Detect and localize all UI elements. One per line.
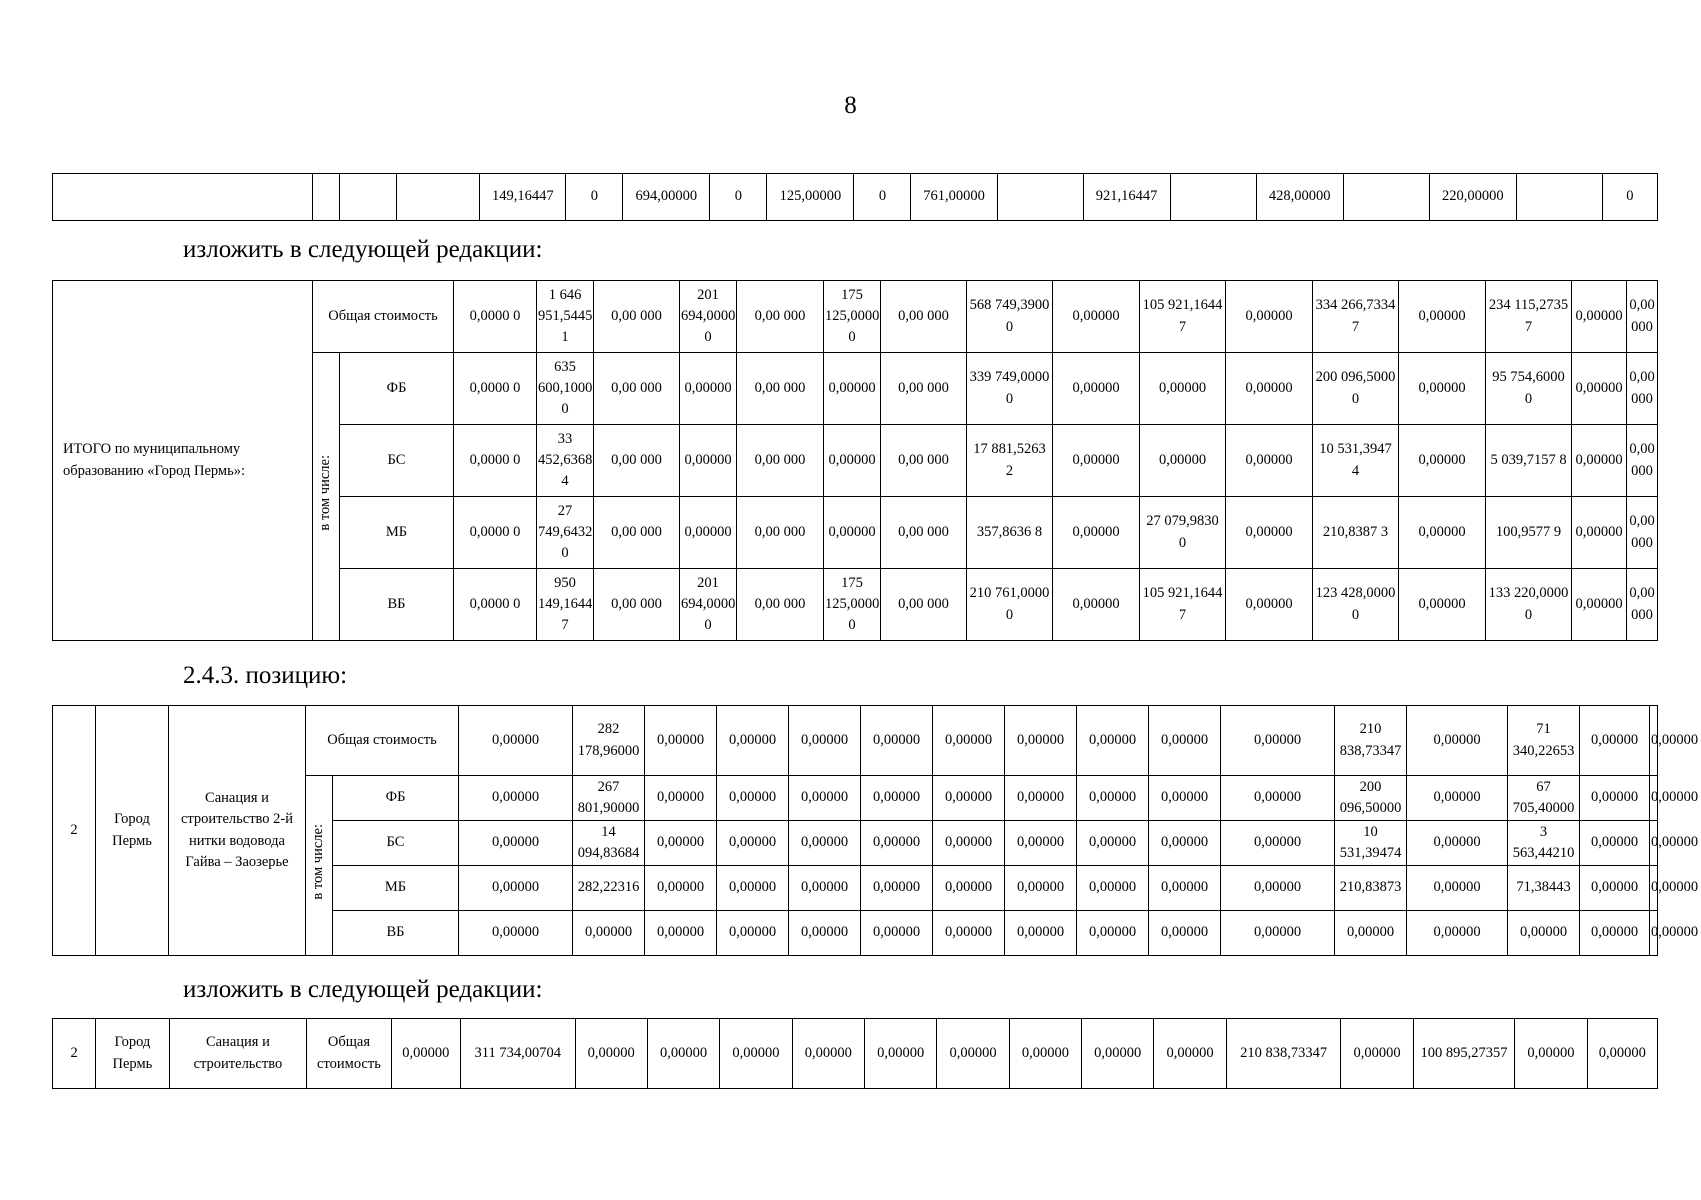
value-cell: 14 094,83684 [573,821,645,866]
value-cell: 0,00000 [933,706,1005,776]
value-cell: 0,00 000 [1627,281,1658,353]
value-cell [1343,174,1429,221]
value-cell: 0,00 000 [594,497,680,569]
value-cell: 0,00000 [1399,425,1486,497]
value-cell: 33 452,6368 4 [537,425,594,497]
value-cell: 0,00000 [1580,821,1650,866]
value-cell: 201 694,0000 0 [680,281,737,353]
budget-label: ФБ [333,776,459,821]
value-cell: 0,00000 [861,776,933,821]
value-cell: 210 761,0000 0 [967,569,1053,641]
value-cell: 0,00000 [1053,425,1140,497]
value-cell: 0,00 000 [594,425,680,497]
object-name: Санация и строительство 2-й нитки водовода Гайва – Заозерье [169,706,306,956]
value-cell: 0,00000 [575,1019,647,1089]
value-cell: 0,00000 [1149,866,1221,911]
value-cell: 0,00000 [1650,866,1658,911]
value-cell: 0,00000 [680,425,737,497]
value-cell: 0,00000 [1053,353,1140,425]
position-table [52,705,1699,956]
value-cell: 0,00000 [1407,706,1508,776]
value-cell: 0,00000 [824,425,881,497]
value-cell: 71,38443 [1508,866,1580,911]
value-cell: 0,00000 [1226,281,1313,353]
value-cell: 0,00000 [861,821,933,866]
budget-label: БС [340,425,454,497]
value-cell: 0,00000 [1005,706,1077,776]
value-cell [1516,174,1602,221]
value-cell: 0,00000 [1154,1019,1226,1089]
value-cell: 210,8387 3 [1313,497,1399,569]
value-cell: 0,00000 [933,776,1005,821]
value-cell: 27 749,6432 0 [537,497,594,569]
value-cell [53,174,313,221]
value-cell: 282 178,96000 [573,706,645,776]
continuation-table [52,173,1658,221]
value-cell: 0,00 000 [594,569,680,641]
value-cell: 175 125,0000 0 [824,569,881,641]
value-cell: 0,00 000 [594,281,680,353]
object-name: Санация и строительство [169,1019,307,1089]
value-cell: 0,00000 [1077,706,1149,776]
value-cell: 0,00000 [792,1019,864,1089]
value-cell [340,174,397,221]
position-number: 2 [53,1019,96,1089]
value-cell: 0,00000 [1077,776,1149,821]
value-cell: 0,00000 [391,1019,460,1089]
value-cell: 0,00000 [717,821,789,866]
value-cell: 71 340,22653 [1508,706,1580,776]
value-cell: 0,00000 [933,821,1005,866]
section-heading: 2.4.3. позицию: [183,662,348,689]
value-cell: 0,00000 [717,706,789,776]
value-cell: 0 [710,174,767,221]
value-cell: 125,00000 [767,174,854,221]
value-cell: 0,00000 [717,866,789,911]
value-cell: 0,00000 [789,776,861,821]
value-cell: 0,00 000 [737,281,824,353]
itogo-label: ИТОГО по муниципальному образованию «Город Пермь»: [53,281,313,641]
value-cell: 0 [1602,174,1657,221]
value-cell: 0,00000 [1407,866,1508,911]
value-cell [397,174,480,221]
value-cell: 0,00000 [1407,821,1508,866]
value-cell: 0,00000 [573,911,645,956]
value-cell: 0,00000 [1077,866,1149,911]
value-cell: 0,00000 [824,497,881,569]
value-cell: 67 705,40000 [1508,776,1580,821]
value-cell: 0,00000 [459,866,573,911]
obshaya-label: Общая стоимость [306,706,459,776]
value-cell: 0,00000 [789,866,861,911]
value-cell: 0,00000 [789,706,861,776]
value-cell: 0,00 000 [737,497,824,569]
value-cell: 0,00000 [1005,866,1077,911]
value-cell: 0,00000 [933,866,1005,911]
value-cell: 311 734,00704 [460,1019,575,1089]
value-cell: 27 079,9830 0 [1140,497,1226,569]
page-number: 8 [844,92,857,119]
value-cell: 0,0000 0 [454,281,537,353]
value-cell: 0,00 000 [1627,425,1658,497]
value-cell: 0,00000 [1572,497,1627,569]
value-cell: 694,00000 [623,174,710,221]
value-cell: 234 115,2735 7 [1486,281,1572,353]
value-cell [1170,174,1256,221]
itogo-table [52,280,1658,641]
value-cell: 0,00000 [864,1019,936,1089]
value-cell: 0,00 000 [881,569,967,641]
value-cell: 0,00000 [645,911,717,956]
value-cell: 0,00000 [861,911,933,956]
value-cell: 105 921,1644 7 [1140,569,1226,641]
vertical-label: в том числе: [317,455,334,531]
value-cell: 0,00000 [680,497,737,569]
value-cell: 0,00000 [1407,776,1508,821]
value-cell: 0,00 000 [594,353,680,425]
value-cell: 0,00 000 [881,281,967,353]
value-cell: 339 749,0000 0 [967,353,1053,425]
obshaya-label: Общая стоимость [313,281,454,353]
value-cell: 0,00000 [1580,866,1650,911]
value-cell: 0,00 000 [881,497,967,569]
value-cell: 0,00000 [1226,353,1313,425]
value-cell: 0,0000 0 [454,353,537,425]
value-cell: 0,00000 [1226,569,1313,641]
value-cell: 0,00000 [1572,281,1627,353]
value-cell: 5 039,7157 8 [1486,425,1572,497]
budget-label: ВБ [340,569,454,641]
value-cell: 357,8636 8 [967,497,1053,569]
value-cell: 0,00000 [1580,911,1650,956]
value-cell: 0,00000 [789,821,861,866]
value-cell: 0,00000 [680,353,737,425]
vertical-label-cell [306,776,333,956]
budget-label: МБ [333,866,459,911]
value-cell: 0,00 000 [1627,353,1658,425]
value-cell: 0,00000 [645,776,717,821]
value-cell: 0,00000 [645,866,717,911]
value-cell: 0,00000 [1005,911,1077,956]
value-cell: 0,00000 [1580,776,1650,821]
value-cell: 0,00000 [861,866,933,911]
value-cell: 0,0000 0 [454,497,537,569]
budget-label: ВБ [333,911,459,956]
value-cell: 0,00000 [1082,1019,1154,1089]
value-cell: 0,00000 [1508,911,1580,956]
value-cell: 210,83873 [1335,866,1407,911]
value-cell: 17 881,5263 2 [967,425,1053,497]
value-cell: 0,00000 [459,776,573,821]
value-cell: 0,00000 [459,706,573,776]
value-cell: 0,00000 [1149,911,1221,956]
vertical-label-cell [313,353,340,641]
value-cell: 267 801,90000 [573,776,645,821]
value-cell: 0,00000 [1053,569,1140,641]
value-cell: 0,00000 [459,821,573,866]
value-cell: 0,00 000 [881,425,967,497]
value-cell: 0,00000 [1077,821,1149,866]
value-cell: 0,0000 0 [454,425,537,497]
value-cell: 0,00000 [1221,866,1335,911]
value-cell: 0 [854,174,911,221]
value-cell: 0,00000 [1650,911,1658,956]
value-cell: 0,00000 [1650,776,1658,821]
value-cell: 0,0000 0 [454,569,537,641]
value-cell [997,174,1083,221]
value-cell: 0,00000 [1399,497,1486,569]
value-cell: 220,00000 [1429,174,1516,221]
value-cell: 0,00000 [1149,776,1221,821]
position-number: 2 [53,706,96,956]
value-cell: 0,00 000 [881,353,967,425]
value-cell: 0,00000 [1140,425,1226,497]
value-cell: 568 749,3900 0 [967,281,1053,353]
value-cell: 210 838,73347 [1226,1019,1341,1089]
value-cell: 0,00000 [1587,1019,1657,1089]
value-cell: 95 754,6000 0 [1486,353,1572,425]
value-cell: 0,00000 [1149,706,1221,776]
value-cell: 0,00000 [1399,569,1486,641]
budget-label: МБ [340,497,454,569]
value-cell: 200 096,5000 0 [1313,353,1399,425]
value-cell: 3 563,44210 [1508,821,1580,866]
value-cell: 0,00000 [645,706,717,776]
value-cell: 0,00000 [824,353,881,425]
value-cell: 0,00000 [1650,706,1658,776]
value-cell: 100 895,27357 [1413,1019,1515,1089]
value-cell: 133 220,0000 0 [1486,569,1572,641]
vertical-label: в том числе: [310,824,327,900]
value-cell: 0,00000 [1572,353,1627,425]
position-table-new [52,1018,1658,1089]
value-cell: 0,00000 [937,1019,1009,1089]
value-cell: 0,00000 [1335,911,1407,956]
value-cell: 175 125,0000 0 [824,281,881,353]
value-cell: 10 531,39474 [1335,821,1407,866]
obshaya-label: Общая стоимость [307,1019,391,1089]
value-cell: 149,16447 [480,174,566,221]
city-name: Город Пермь [96,1019,169,1089]
value-cell: 950 149,1644 7 [537,569,594,641]
value-cell: 0,00000 [1221,821,1335,866]
table-row [53,281,1658,353]
value-cell: 0,00000 [861,706,933,776]
value-cell: 0,00000 [1580,706,1650,776]
value-cell: 0,00000 [1399,353,1486,425]
budget-label: ФБ [340,353,454,425]
table-row [53,174,1658,221]
value-cell [313,174,340,221]
table-row [53,1019,1658,1089]
value-cell: 428,00000 [1256,174,1343,221]
value-cell: 201 694,0000 0 [680,569,737,641]
value-cell: 0,00 000 [1627,569,1658,641]
value-cell: 0,00 000 [737,425,824,497]
value-cell: 0,00 000 [1627,497,1658,569]
section-heading: изложить в следующей редакции: [183,976,543,1003]
city-name: Город Пермь [96,706,169,956]
value-cell: 0,00000 [1226,425,1313,497]
value-cell: 0,00000 [1077,911,1149,956]
value-cell: 0,00000 [717,776,789,821]
value-cell: 210 838,73347 [1335,706,1407,776]
value-cell: 0 [566,174,623,221]
value-cell: 1 646 951,5445 1 [537,281,594,353]
value-cell: 0,00000 [1650,821,1658,866]
value-cell: 0,00000 [1407,911,1508,956]
value-cell: 100,9577 9 [1486,497,1572,569]
value-cell: 0,00000 [789,911,861,956]
value-cell: 0,00000 [1399,281,1486,353]
value-cell: 0,00000 [1572,425,1627,497]
value-cell: 0,00000 [1341,1019,1413,1089]
value-cell: 0,00000 [1226,497,1313,569]
value-cell: 0,00000 [1221,706,1335,776]
value-cell: 10 531,3947 4 [1313,425,1399,497]
value-cell: 635 600,1000 0 [537,353,594,425]
value-cell: 0,00000 [1149,821,1221,866]
value-cell: 334 266,7334 7 [1313,281,1399,353]
value-cell: 0,00000 [717,911,789,956]
value-cell: 921,16447 [1083,174,1170,221]
value-cell: 0,00000 [1009,1019,1081,1089]
value-cell: 0,00000 [647,1019,719,1089]
value-cell: 0,00000 [1221,776,1335,821]
value-cell: 282,22316 [573,866,645,911]
value-cell: 0,00000 [1005,776,1077,821]
value-cell: 0,00000 [1515,1019,1587,1089]
value-cell: 0,00000 [1005,821,1077,866]
value-cell: 0,00000 [1140,353,1226,425]
value-cell: 0,00000 [645,821,717,866]
value-cell: 200 096,50000 [1335,776,1407,821]
value-cell: 761,00000 [911,174,997,221]
table-row [53,706,1658,776]
value-cell: 0,00000 [1053,281,1140,353]
value-cell: 0,00000 [1053,497,1140,569]
section-heading: изложить в следующей редакции: [183,236,543,263]
value-cell: 0,00000 [459,911,573,956]
value-cell: 0,00000 [1221,911,1335,956]
budget-label: БС [333,821,459,866]
value-cell: 0,00000 [1572,569,1627,641]
value-cell: 0,00000 [933,911,1005,956]
value-cell: 0,00000 [720,1019,792,1089]
value-cell: 0,00 000 [737,353,824,425]
value-cell: 123 428,0000 0 [1313,569,1399,641]
value-cell: 105 921,1644 7 [1140,281,1226,353]
value-cell: 0,00 000 [737,569,824,641]
